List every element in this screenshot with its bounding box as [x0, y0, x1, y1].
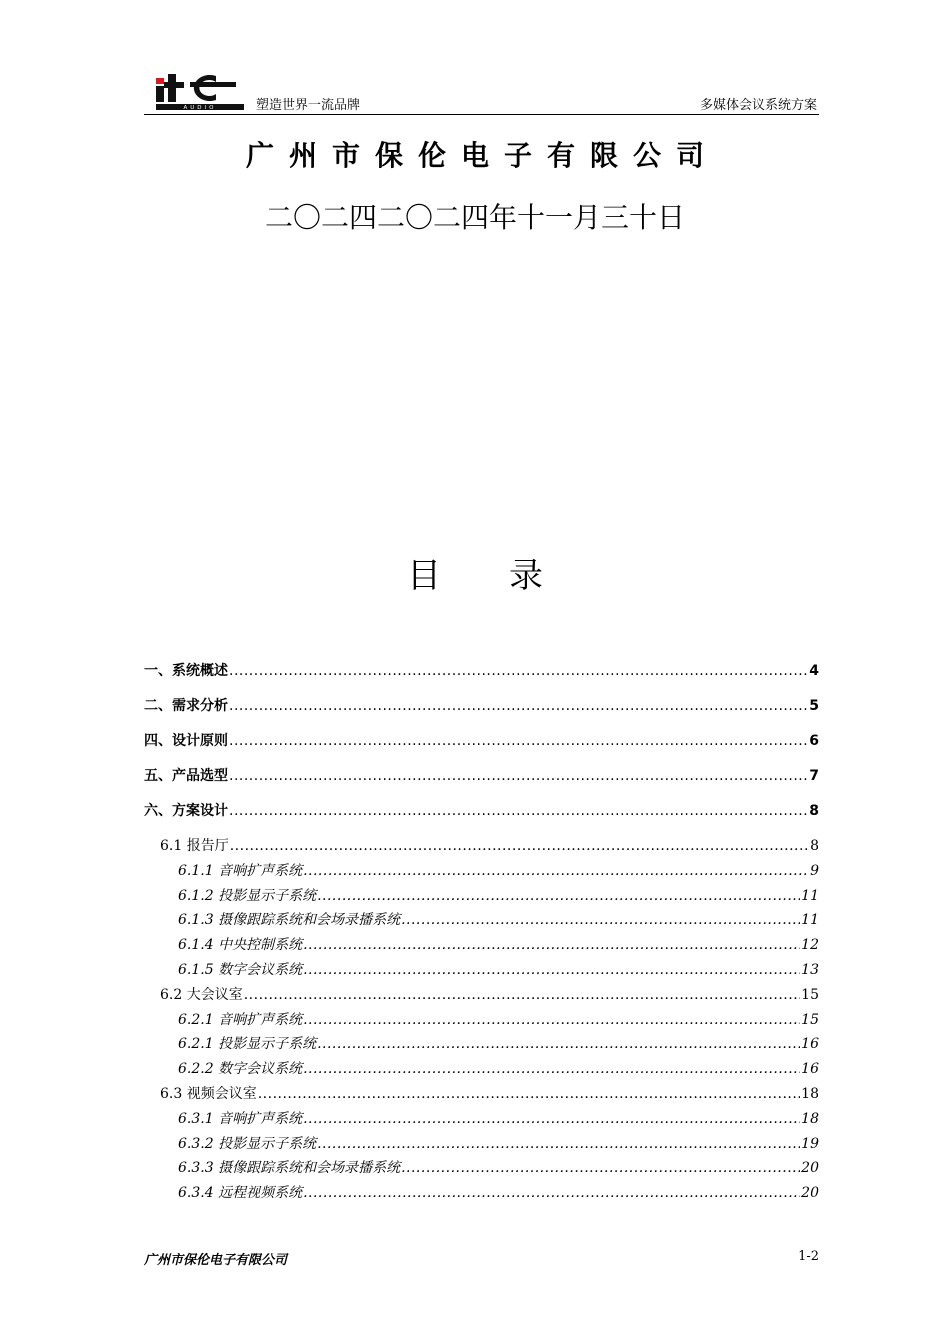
toc-leader-dots	[303, 863, 809, 879]
toc-entry-label: 6.3 视频会议室	[160, 1085, 257, 1102]
toc-entry-page: 9	[810, 862, 819, 879]
toc-entry-page: 20	[801, 1160, 819, 1177]
toc-entry-page: 12	[801, 937, 819, 954]
toc-entry[interactable]	[144, 984, 819, 1009]
toc-entry-page: 18	[801, 1110, 819, 1127]
toc-leader-dots	[303, 1111, 800, 1127]
toc-entry[interactable]	[144, 1133, 819, 1158]
toc-title: 目 录	[407, 556, 543, 596]
toc-entry-label: 6.3.3 摄像跟踪系统和会场录播系统	[178, 1160, 401, 1177]
toc-entry[interactable]	[144, 660, 819, 695]
toc-entry-label: 6.3.4 远程视频系统	[178, 1185, 303, 1202]
toc-entry[interactable]	[144, 885, 819, 910]
itc-audio-logo	[154, 72, 246, 112]
toc-entry-page: 6	[809, 733, 819, 749]
toc-entry-page: 13	[801, 961, 819, 978]
toc-leader-dots	[229, 768, 808, 784]
toc-entry[interactable]	[144, 800, 819, 835]
table-of-contents	[144, 660, 819, 1207]
toc-entry[interactable]	[144, 835, 819, 860]
toc-leader-dots	[303, 937, 800, 953]
toc-leader-dots	[303, 1061, 800, 1077]
toc-leader-dots	[317, 888, 800, 904]
document-date: 二〇二四二〇二四年十一月三十日	[264, 201, 685, 234]
toc-leader-dots	[401, 1160, 800, 1176]
toc-entry-label: 五、产品选型	[144, 768, 228, 784]
toc-entry[interactable]	[144, 765, 819, 800]
toc-entry-page: 20	[801, 1185, 819, 1202]
toc-entry-label: 6.1.1 音响扩声系统	[178, 862, 303, 879]
toc-entry-label: 6.1.2 投影显示子系统	[178, 887, 317, 904]
toc-entry-label: 6.2 大会议室	[160, 986, 243, 1003]
toc-entry-page: 5	[809, 698, 819, 714]
toc-entry[interactable]	[144, 695, 819, 730]
toc-leader-dots	[229, 803, 808, 819]
toc-entry-label: 6.2.1 音响扩声系统	[178, 1011, 303, 1028]
toc-entry-page: 19	[801, 1135, 819, 1152]
toc-entry-label: 六、方案设计	[144, 803, 228, 819]
toc-entry[interactable]	[144, 909, 819, 934]
toc-entry-page: 16	[801, 1061, 819, 1078]
toc-entry-label: 6.2.2 数字会议系统	[178, 1061, 303, 1078]
toc-leader-dots	[229, 698, 808, 714]
toc-leader-dots	[258, 1086, 800, 1102]
toc-entry[interactable]	[144, 959, 819, 984]
toc-leader-dots	[303, 1012, 800, 1028]
toc-entry-label: 6.3.2 投影显示子系统	[178, 1135, 317, 1152]
toc-entry-page: 4	[809, 663, 819, 679]
toc-entry-page: 7	[809, 768, 819, 784]
toc-entry-label: 6.1.3 摄像跟踪系统和会场录播系统	[178, 912, 401, 929]
footer-company: 广州市保伦电子有限公司	[144, 1253, 288, 1268]
toc-entry-label: 一、系统概述	[144, 663, 228, 679]
toc-leader-dots	[230, 838, 809, 854]
toc-entry-page: 15	[801, 986, 819, 1003]
toc-entry[interactable]	[144, 1108, 819, 1133]
toc-entry-label: 6.2.1 投影显示子系统	[178, 1036, 317, 1053]
toc-entry-page: 8	[809, 803, 819, 819]
toc-leader-dots	[303, 962, 800, 978]
toc-leader-dots	[303, 1185, 800, 1201]
toc-entry[interactable]	[144, 1058, 819, 1083]
toc-entry-page: 18	[801, 1085, 819, 1102]
company-name: 广州市保伦电子有限公司	[245, 139, 719, 172]
toc-entry[interactable]	[144, 1157, 819, 1182]
toc-entry-page: 15	[801, 1011, 819, 1028]
toc-entry-label: 四、设计原则	[144, 733, 228, 749]
toc-entry-label: 6.1 报告厅	[160, 838, 229, 854]
toc-entry[interactable]	[144, 1083, 819, 1108]
slogan: 塑造世界一流品牌	[256, 98, 361, 113]
toc-leader-dots	[244, 987, 800, 1003]
toc-entry-page: 11	[801, 887, 819, 904]
footer-page-number: 1-2	[798, 1249, 819, 1264]
toc-entry[interactable]	[144, 730, 819, 765]
toc-entry-label: 6.3.1 音响扩声系统	[178, 1110, 303, 1127]
toc-entry-page: 16	[801, 1036, 819, 1053]
toc-entry-page: 11	[801, 912, 819, 929]
toc-entry[interactable]	[144, 1009, 819, 1034]
toc-entry-label: 6.1.4 中央控制系统	[178, 937, 303, 954]
toc-leader-dots	[229, 663, 808, 679]
toc-entry[interactable]	[144, 1033, 819, 1058]
document-title: 多媒体会议系统方案	[699, 98, 817, 113]
toc-leader-dots	[229, 733, 808, 749]
toc-leader-dots	[401, 912, 800, 928]
toc-leader-dots	[317, 1136, 800, 1152]
toc-leader-dots	[317, 1036, 800, 1052]
toc-entry[interactable]	[144, 934, 819, 959]
toc-entry-label: 二、需求分析	[144, 698, 228, 714]
page-header	[144, 66, 819, 115]
logo-sub-text: AUDIO	[183, 105, 217, 112]
toc-entry-label: 6.1.5 数字会议系统	[178, 961, 303, 978]
toc-entry[interactable]	[144, 860, 819, 885]
toc-entry-page: 8	[810, 838, 819, 854]
toc-entry[interactable]	[144, 1182, 819, 1207]
